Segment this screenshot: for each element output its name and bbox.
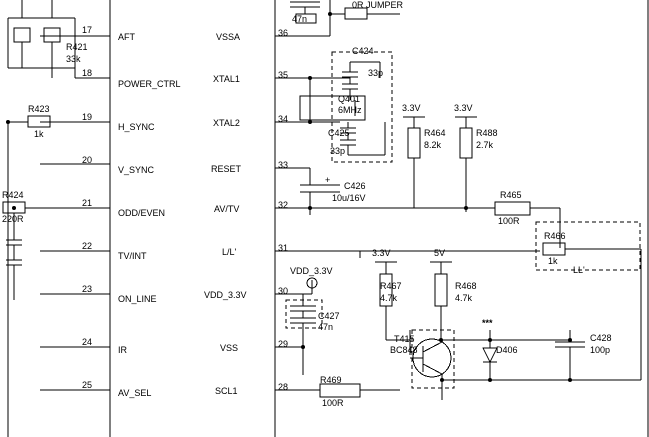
component-ref-r423: R423 bbox=[28, 104, 50, 114]
component-value-c425: 33p bbox=[330, 146, 346, 156]
pin-number-28: 28 bbox=[278, 382, 289, 392]
pin-number-34: 34 bbox=[278, 114, 289, 124]
pin-number-29: 29 bbox=[278, 339, 289, 349]
pin-number-23: 23 bbox=[82, 284, 93, 294]
component-value-r421: 33k bbox=[66, 54, 81, 64]
pin-number-36: 36 bbox=[278, 28, 289, 38]
polarity-plus: + bbox=[325, 175, 331, 185]
pin-number-35: 35 bbox=[278, 70, 289, 80]
pin-name-xtal2: XTAL2 bbox=[213, 118, 240, 128]
net-label-3v3-r464: 3.3V bbox=[402, 103, 421, 113]
component-ref-q401: Q401 bbox=[338, 94, 361, 104]
component-ref-r468: R468 bbox=[455, 281, 477, 291]
component-ref-r464: R464 bbox=[424, 128, 446, 138]
component-value-r469: 100R bbox=[322, 398, 344, 408]
pin-number-31: 31 bbox=[278, 243, 289, 253]
pin-name-on-line: ON_LINE bbox=[118, 294, 157, 304]
pin-number-18: 18 bbox=[82, 68, 93, 78]
net-label-3v3-r488: 3.3V bbox=[454, 103, 473, 113]
component-ref-r467: R467 bbox=[380, 281, 402, 291]
pin-name-vss: VSS bbox=[220, 343, 239, 353]
net-label-47n-top: 47n bbox=[292, 14, 308, 24]
component-value-r488: 2.7k bbox=[476, 140, 494, 150]
component-ref-r469: R469 bbox=[320, 375, 342, 385]
net-label-0r-jumper: 0R JUMPER bbox=[352, 0, 404, 10]
component-ref-c425: C425 bbox=[328, 128, 350, 138]
component-value-c426: 10u/16V bbox=[332, 193, 366, 203]
component-value-c427: 47n bbox=[318, 322, 334, 332]
pin-number-22: 22 bbox=[82, 241, 93, 251]
pin-number-21: 21 bbox=[82, 198, 93, 208]
component-ref-r421: R421 bbox=[66, 42, 88, 52]
pin-number-30: 30 bbox=[278, 286, 289, 296]
net-label-3v3-r467: 3.3V bbox=[372, 248, 391, 258]
pin-number-20: 20 bbox=[82, 155, 93, 165]
pin-name-vssa: VSSA bbox=[216, 32, 241, 42]
pin-name-v-sync: V_SYNC bbox=[118, 165, 155, 175]
pin-number-25: 25 bbox=[82, 380, 93, 390]
pin-name-reset: RESET bbox=[211, 164, 242, 174]
pin-name-scl1: SCL1 bbox=[215, 386, 238, 396]
pin-name-tv-int: TV/INT bbox=[118, 251, 147, 261]
component-value-r467: 4.7k bbox=[380, 293, 398, 303]
component-value-r466: 1k bbox=[548, 256, 558, 266]
component-ref-r424: R424 bbox=[2, 190, 24, 200]
pin-name-vdd-3v3: VDD_3.3V bbox=[204, 290, 247, 300]
asterisk-marker: *** bbox=[482, 318, 493, 328]
pin-name-l-lprime: L/L' bbox=[222, 247, 237, 257]
component-ref-d406: D406 bbox=[496, 345, 518, 355]
component-value-t415: BC848 bbox=[390, 345, 418, 355]
pin-number-19: 19 bbox=[82, 112, 93, 122]
pin-name-av-sel: AV_SEL bbox=[118, 388, 152, 398]
component-value-q401: 6MHz bbox=[338, 105, 362, 115]
component-value-r424: 220R bbox=[2, 214, 24, 224]
pin-number-17: 17 bbox=[82, 25, 93, 35]
component-ref-r465: R465 bbox=[500, 190, 522, 200]
pin-number-24: 24 bbox=[82, 337, 93, 347]
component-ref-c424: C424 bbox=[352, 46, 374, 56]
pin-name-aft: AFT bbox=[118, 32, 135, 42]
net-label-vdd-3v3: VDD_3.3V bbox=[290, 266, 333, 276]
component-value-c428: 100p bbox=[590, 345, 611, 355]
component-ref-r488: R488 bbox=[476, 128, 498, 138]
pin-number-32: 32 bbox=[278, 200, 289, 210]
component-value-c424: 33p bbox=[368, 68, 384, 78]
net-label-5v-r468: 5V bbox=[434, 248, 446, 258]
pin-number-33: 33 bbox=[278, 160, 289, 170]
component-ref-c426: C426 bbox=[344, 181, 366, 191]
component-value-r423: 1k bbox=[34, 129, 44, 139]
net-label-ll-prime: LL' bbox=[573, 265, 585, 275]
pin-name-h-sync: H_SYNC bbox=[118, 122, 155, 132]
pin-name-ir: IR bbox=[118, 345, 127, 355]
pin-name-power-ctrl: POWER_CTRL bbox=[118, 79, 181, 89]
component-ref-c427: C427 bbox=[318, 311, 340, 321]
component-ref-r466: R466 bbox=[544, 231, 566, 241]
component-value-r464: 8.2k bbox=[424, 140, 442, 150]
pin-name-xtal1: XTAL1 bbox=[213, 74, 240, 84]
component-ref-c428: C428 bbox=[590, 333, 612, 343]
component-value-r468: 4.7k bbox=[455, 293, 473, 303]
component-ref-t415: T415 bbox=[394, 334, 415, 344]
component-value-r465: 100R bbox=[498, 216, 520, 226]
pin-name-av-tv: AV/TV bbox=[214, 204, 240, 214]
pin-name-odd-even: ODD/EVEN bbox=[118, 208, 166, 218]
